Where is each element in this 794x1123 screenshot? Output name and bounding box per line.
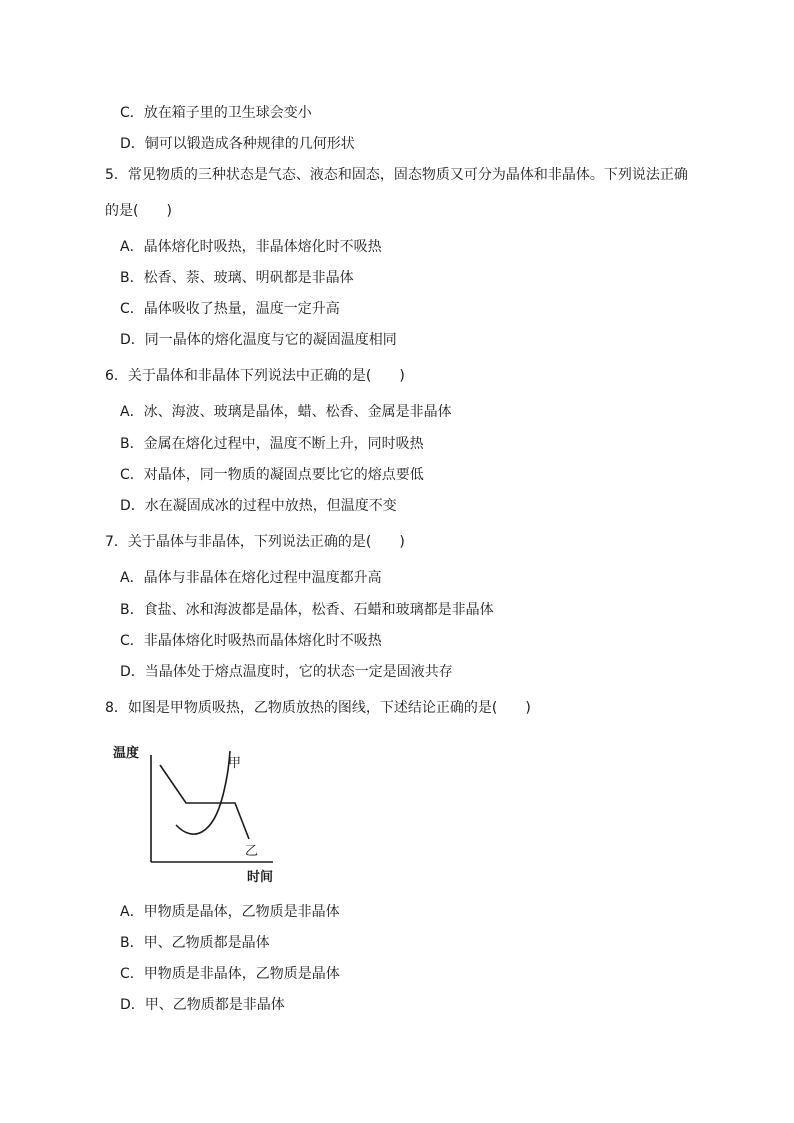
curve-jia-label: 甲 [228,756,242,771]
x-axis-label: 时间 [247,870,274,885]
q5-option-d: D．同一晶体的熔化温度与它的凝固温度相同 [120,332,397,348]
q4-option-d: D．铜可以锻造成各种规律的几何形状 [120,136,355,152]
q5-option-c: C．晶体吸收了热量，温度一定升高 [120,301,340,317]
q6-option-a: A．冰、海波、玻璃是晶体，蜡、松香、金属是非晶体 [120,404,452,420]
q7-option-a: A．晶体与非晶体在熔化过程中温度都升高 [120,570,382,586]
q8-option-a: A．甲物质是晶体，乙物质是非晶体 [120,904,340,920]
curve-yi-label: 乙 [245,844,259,859]
q5-option-a: A．晶体熔化时吸热，非晶体熔化时不吸热 [120,239,382,255]
q5-option-b: B．松香、萘、玻璃、明矾都是非晶体 [120,270,354,286]
q8-stem: 8．如图是甲物质吸热，乙物质放热的图线，下述结论正确的是( ) [105,700,531,716]
q8-temperature-time-graph [108,735,288,887]
q8-option-b: B．甲、乙物质都是晶体 [120,935,270,951]
q7-option-d: D．当晶体处于熔点温度时，它的状态一定是固液共存 [120,664,453,680]
curve-jia [176,751,230,834]
q6-stem: 6．关于晶体和非晶体下列说法中正确的是( ) [105,368,405,384]
curve-yi [160,765,249,839]
q8-option-d: D．甲、乙物质都是非晶体 [120,997,285,1013]
q6-option-d: D．水在凝固成冰的过程中放热，但温度不变 [120,498,397,514]
y-axis-label: 温度 [113,746,140,761]
q7-option-c: C．非晶体熔化时吸热而晶体熔化时不吸热 [120,633,382,649]
q4-option-c: C．放在箱子里的卫生球会变小 [120,105,312,121]
q5-stem-line1: 5．常见物质的三种状态是气态、液态和固态，固态物质又可分为晶体和非晶体。下列说法正确 [105,167,688,183]
q7-option-b: B．食盐、冰和海波都是晶体，松香、石蜡和玻璃都是非晶体 [120,602,494,618]
q5-stem-line2: 的是( ) [105,203,172,219]
q6-option-c: C．对晶体，同一物质的凝固点要比它的熔点要低 [120,467,424,483]
q7-stem: 7．关于晶体与非晶体，下列说法正确的是( ) [105,534,405,550]
q6-option-b: B．金属在熔化过程中，温度不断上升，同时吸热 [120,436,424,452]
q8-option-c: C．甲物质是非晶体，乙物质是晶体 [120,966,340,982]
